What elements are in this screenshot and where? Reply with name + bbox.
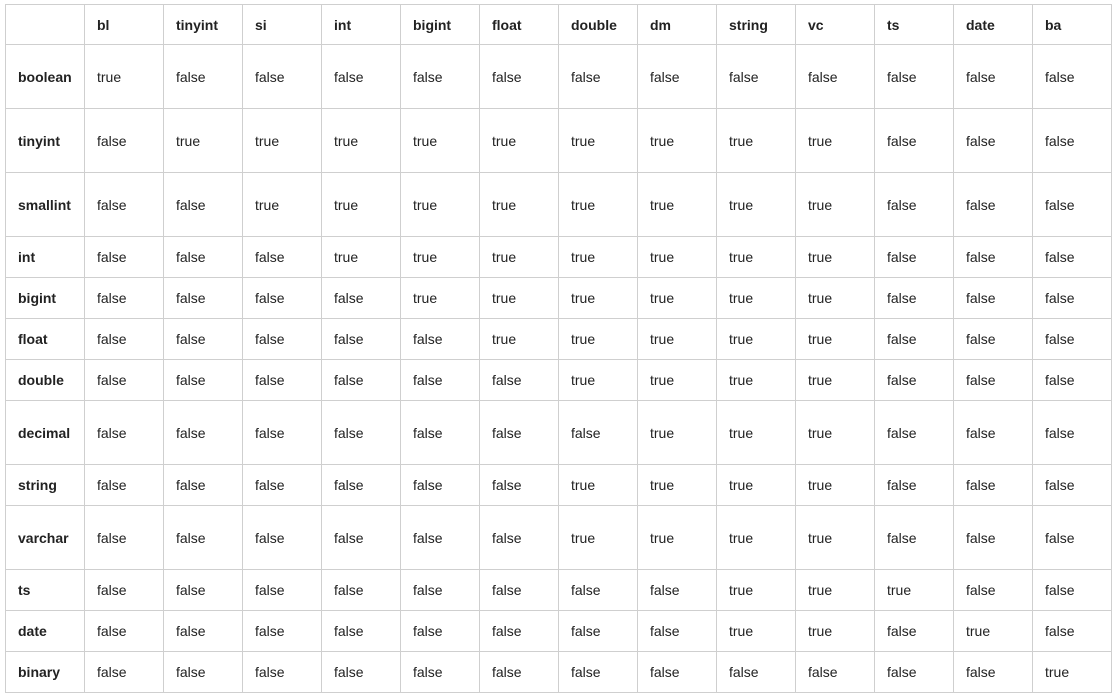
table-cell: true	[717, 173, 796, 237]
table-cell: true	[322, 173, 401, 237]
column-header: double	[559, 5, 638, 45]
table-cell: true	[717, 360, 796, 401]
table-cell: false	[954, 109, 1033, 173]
table-cell: false	[322, 570, 401, 611]
type-conversion-table	[5, 4, 1112, 693]
table-row	[6, 45, 1112, 109]
table-row	[6, 652, 1112, 693]
table-cell: false	[638, 652, 717, 693]
table-cell: false	[638, 45, 717, 109]
table-cell: true	[480, 173, 559, 237]
table-cell: false	[243, 611, 322, 652]
table-cell: false	[401, 319, 480, 360]
table-cell: false	[322, 652, 401, 693]
table-cell: false	[875, 652, 954, 693]
table-cell: false	[717, 652, 796, 693]
table-cell: false	[875, 506, 954, 570]
table-header	[6, 5, 1112, 45]
table-cell: false	[164, 401, 243, 465]
table-cell: true	[717, 611, 796, 652]
row-header: smallint	[6, 173, 85, 237]
row-header: float	[6, 319, 85, 360]
table-cell: false	[164, 360, 243, 401]
column-header: int	[322, 5, 401, 45]
table-cell: true	[717, 570, 796, 611]
table-cell: true	[954, 611, 1033, 652]
table-cell: true	[717, 401, 796, 465]
table-cell: true	[322, 237, 401, 278]
table-cell: false	[322, 360, 401, 401]
table-cell: false	[954, 173, 1033, 237]
column-header: float	[480, 5, 559, 45]
table-cell: false	[875, 278, 954, 319]
table-cell: true	[796, 278, 875, 319]
table-cell: false	[243, 570, 322, 611]
row-header: varchar	[6, 506, 85, 570]
row-header: binary	[6, 652, 85, 693]
table-cell: false	[796, 45, 875, 109]
table-cell: false	[559, 45, 638, 109]
row-header: bigint	[6, 278, 85, 319]
table-cell: true	[796, 465, 875, 506]
table-cell: false	[85, 319, 164, 360]
table-cell: false	[796, 652, 875, 693]
table-cell: true	[401, 109, 480, 173]
table-cell: false	[243, 319, 322, 360]
table-cell: false	[480, 652, 559, 693]
column-header: vc	[796, 5, 875, 45]
table-cell: false	[1033, 570, 1112, 611]
table-cell: false	[401, 611, 480, 652]
table-cell: false	[480, 45, 559, 109]
table-cell: false	[954, 652, 1033, 693]
table-cell: false	[1033, 278, 1112, 319]
row-header: string	[6, 465, 85, 506]
table-row	[6, 465, 1112, 506]
table-cell: true	[717, 465, 796, 506]
table-body	[6, 45, 1112, 693]
row-header: ts	[6, 570, 85, 611]
table-cell: true	[638, 109, 717, 173]
table-cell: false	[322, 45, 401, 109]
table-cell: false	[401, 506, 480, 570]
table-cell: false	[480, 465, 559, 506]
table-cell: false	[401, 652, 480, 693]
table-cell: false	[85, 465, 164, 506]
table-cell: true	[559, 237, 638, 278]
table-cell: true	[796, 109, 875, 173]
table-cell: false	[85, 652, 164, 693]
table-cell: true	[717, 319, 796, 360]
table-cell: false	[1033, 109, 1112, 173]
table-cell: false	[954, 570, 1033, 611]
table-cell: false	[164, 45, 243, 109]
table-cell: false	[875, 319, 954, 360]
table-cell: true	[796, 401, 875, 465]
table-cell: false	[1033, 237, 1112, 278]
table-cell: false	[638, 611, 717, 652]
table-cell: false	[875, 45, 954, 109]
table-cell: false	[954, 360, 1033, 401]
table-cell: false	[559, 652, 638, 693]
table-cell: false	[480, 570, 559, 611]
table-cell: false	[401, 360, 480, 401]
table-cell: false	[954, 45, 1033, 109]
table-cell: false	[1033, 401, 1112, 465]
table-cell: false	[164, 506, 243, 570]
table-cell: true	[638, 360, 717, 401]
table-cell: false	[1033, 506, 1112, 570]
table-cell: true	[559, 360, 638, 401]
table-cell: false	[954, 278, 1033, 319]
table-cell: true	[401, 237, 480, 278]
table-cell: false	[954, 465, 1033, 506]
table-cell: false	[322, 319, 401, 360]
table-cell: true	[638, 173, 717, 237]
table-cell: true	[717, 109, 796, 173]
column-header: ba	[1033, 5, 1112, 45]
table-cell: false	[243, 278, 322, 319]
table-cell: false	[401, 570, 480, 611]
row-header: tinyint	[6, 109, 85, 173]
table-cell: true	[85, 45, 164, 109]
table-cell: true	[796, 570, 875, 611]
column-header: string	[717, 5, 796, 45]
table-cell: true	[559, 319, 638, 360]
table-cell: false	[243, 45, 322, 109]
table-cell: false	[164, 652, 243, 693]
table-cell: false	[480, 611, 559, 652]
table-cell: false	[322, 611, 401, 652]
table-cell: false	[85, 401, 164, 465]
table-cell: true	[480, 109, 559, 173]
table-cell: true	[796, 237, 875, 278]
table-cell: false	[875, 109, 954, 173]
column-header: bl	[85, 5, 164, 45]
table-cell: true	[796, 319, 875, 360]
table-cell: true	[480, 237, 559, 278]
table-row	[6, 611, 1112, 652]
table-cell: true	[638, 278, 717, 319]
table-row	[6, 360, 1112, 401]
table-cell: false	[875, 611, 954, 652]
table-cell: true	[796, 360, 875, 401]
table-cell: false	[164, 278, 243, 319]
table-cell: true	[638, 465, 717, 506]
table-cell: false	[1033, 319, 1112, 360]
table-cell: false	[85, 237, 164, 278]
table-cell: false	[954, 401, 1033, 465]
table-row	[6, 401, 1112, 465]
table-cell: false	[85, 360, 164, 401]
table-cell: false	[401, 45, 480, 109]
table-cell: true	[717, 506, 796, 570]
column-header: si	[243, 5, 322, 45]
table-row	[6, 319, 1112, 360]
table-row	[6, 506, 1112, 570]
table-cell: true	[717, 278, 796, 319]
table-row	[6, 173, 1112, 237]
table-cell: false	[243, 237, 322, 278]
table-cell: true	[638, 319, 717, 360]
table-cell: false	[164, 611, 243, 652]
table-row	[6, 570, 1112, 611]
table-cell: false	[322, 278, 401, 319]
table-cell: false	[85, 506, 164, 570]
table-cell: false	[875, 237, 954, 278]
table-cell: false	[164, 173, 243, 237]
table-row	[6, 109, 1112, 173]
table-cell: false	[717, 45, 796, 109]
table-cell: false	[875, 465, 954, 506]
table-cell: false	[85, 173, 164, 237]
table-cell: false	[954, 237, 1033, 278]
table-cell: true	[243, 173, 322, 237]
row-header: double	[6, 360, 85, 401]
column-header: ts	[875, 5, 954, 45]
table-cell: true	[401, 173, 480, 237]
table-cell: false	[638, 570, 717, 611]
table-cell: true	[1033, 652, 1112, 693]
table-cell: false	[559, 570, 638, 611]
table-cell: false	[480, 506, 559, 570]
column-header: dm	[638, 5, 717, 45]
table-cell: false	[164, 465, 243, 506]
table-cell: false	[401, 465, 480, 506]
table-cell: false	[1033, 465, 1112, 506]
table-cell: true	[243, 109, 322, 173]
table-cell: true	[480, 319, 559, 360]
header-row	[6, 5, 1112, 45]
table-cell: false	[1033, 360, 1112, 401]
table-cell: false	[85, 278, 164, 319]
table-cell: false	[243, 360, 322, 401]
table-cell: true	[401, 278, 480, 319]
table-cell: true	[638, 237, 717, 278]
table-cell: false	[85, 109, 164, 173]
table-cell: false	[164, 319, 243, 360]
table-cell: false	[85, 570, 164, 611]
table-cell: false	[875, 173, 954, 237]
type-conversion-table-container	[5, 4, 1111, 693]
table-cell: true	[717, 237, 796, 278]
table-cell: true	[796, 173, 875, 237]
row-header: int	[6, 237, 85, 278]
table-cell: false	[164, 237, 243, 278]
table-cell: false	[85, 611, 164, 652]
table-cell: true	[164, 109, 243, 173]
table-cell: true	[559, 278, 638, 319]
table-row	[6, 278, 1112, 319]
column-header: bigint	[401, 5, 480, 45]
table-cell: true	[796, 506, 875, 570]
table-cell: true	[559, 109, 638, 173]
table-cell: false	[559, 611, 638, 652]
table-cell: true	[480, 278, 559, 319]
table-cell: false	[1033, 45, 1112, 109]
table-cell: false	[401, 401, 480, 465]
table-cell: true	[559, 465, 638, 506]
table-cell: false	[875, 360, 954, 401]
table-cell: false	[480, 401, 559, 465]
table-cell: false	[243, 652, 322, 693]
table-cell: false	[243, 401, 322, 465]
table-cell: false	[322, 506, 401, 570]
row-header: date	[6, 611, 85, 652]
table-cell: true	[559, 173, 638, 237]
table-cell: false	[322, 465, 401, 506]
table-cell: false	[1033, 173, 1112, 237]
table-cell: true	[875, 570, 954, 611]
table-cell: true	[638, 506, 717, 570]
table-cell: false	[954, 319, 1033, 360]
table-cell: false	[875, 401, 954, 465]
table-cell: false	[322, 401, 401, 465]
table-cell: false	[243, 506, 322, 570]
table-cell: true	[796, 611, 875, 652]
column-header: tinyint	[164, 5, 243, 45]
table-cell: false	[164, 570, 243, 611]
table-cell: false	[1033, 611, 1112, 652]
table-cell: true	[322, 109, 401, 173]
table-cell: false	[243, 465, 322, 506]
table-cell: false	[559, 401, 638, 465]
table-cell: true	[638, 401, 717, 465]
table-cell: false	[480, 360, 559, 401]
row-header: decimal	[6, 401, 85, 465]
table-cell: false	[954, 506, 1033, 570]
table-row	[6, 237, 1112, 278]
row-header: boolean	[6, 45, 85, 109]
table-cell: true	[559, 506, 638, 570]
corner-cell	[6, 5, 85, 45]
column-header: date	[954, 5, 1033, 45]
